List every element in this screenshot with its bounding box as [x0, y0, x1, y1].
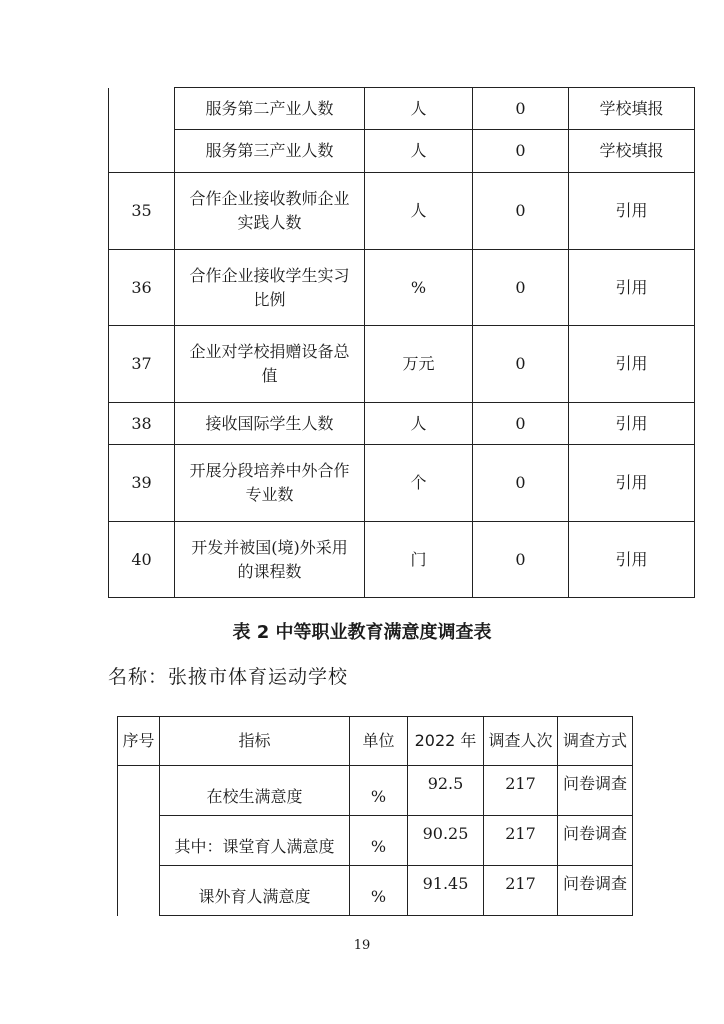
table-row: [118, 766, 633, 816]
header-cell: 序号: [118, 717, 160, 766]
header-cell: 单位: [350, 717, 408, 766]
method-cell: 问卷调查: [558, 816, 633, 866]
unit-cell: 万元: [365, 326, 473, 403]
value-cell: 0: [473, 403, 569, 445]
table-row: [109, 173, 695, 250]
count-cell: 217: [484, 766, 558, 816]
indicator-cell: 开展分段培养中外合作专业数: [175, 445, 365, 522]
indicator-cell: 开发并被国(境)外采用的课程数: [175, 522, 365, 598]
unit-cell: 门: [365, 522, 473, 598]
method-cell: 引用: [569, 326, 695, 403]
indicator-cell: 其中：课堂育人满意度: [160, 816, 350, 866]
method-cell: 问卷调查: [558, 766, 633, 816]
table-row: [109, 326, 695, 403]
method-cell: 学校填报: [569, 88, 695, 130]
method-cell: 引用: [569, 403, 695, 445]
table-row: [109, 403, 695, 445]
value-cell: 0: [473, 522, 569, 598]
unit-cell: %: [350, 866, 408, 916]
header-cell: 指标: [160, 717, 350, 766]
table2-title: 表 2 中等职业教育满意度调查表: [232, 622, 492, 643]
value-cell: 0: [473, 326, 569, 403]
row-number-cell: 39: [109, 445, 175, 522]
table-row: [109, 250, 695, 326]
method-cell: 学校填报: [569, 130, 695, 173]
row-number-cell: 35: [109, 173, 175, 250]
unit-cell: 人: [365, 88, 473, 130]
unit-cell: 人: [365, 173, 473, 250]
unit-cell: %: [350, 766, 408, 816]
page-number: 19: [353, 938, 371, 953]
table-row: [109, 88, 695, 130]
unit-cell: 个: [365, 445, 473, 522]
count-cell: 217: [484, 816, 558, 866]
header-cell: 调查方式: [558, 717, 633, 766]
indicator-cell: 合作企业接收教师企业实践人数: [175, 173, 365, 250]
value-cell: 92.5: [408, 766, 484, 816]
value-cell: 90.25: [408, 816, 484, 866]
row-number-cell: [109, 88, 175, 173]
row-number-cell: 38: [109, 403, 175, 445]
unit-cell: %: [365, 250, 473, 326]
method-cell: 引用: [569, 173, 695, 250]
value-cell: 0: [473, 445, 569, 522]
table-row: [118, 816, 633, 866]
header-row: [118, 717, 633, 766]
indicator-cell: 合作企业接收学生实习比例: [175, 250, 365, 326]
method-cell: 引用: [569, 250, 695, 326]
indicator-cell: 课外育人满意度: [160, 866, 350, 916]
table-row: [109, 445, 695, 522]
method-cell: 引用: [569, 445, 695, 522]
satisfaction-survey-table: [117, 716, 633, 916]
row-number-cell: 36: [109, 250, 175, 326]
indicator-table-continued: [108, 87, 695, 598]
unit-cell: %: [350, 816, 408, 866]
value-cell: 0: [473, 88, 569, 130]
header-cell: 调查人次: [484, 717, 558, 766]
indicator-cell: 企业对学校捐赠设备总值: [175, 326, 365, 403]
indicator-cell: 接收国际学生人数: [175, 403, 365, 445]
value-cell: 0: [473, 130, 569, 173]
unit-cell: 人: [365, 403, 473, 445]
table-row: [118, 866, 633, 916]
row-number-cell: 40: [109, 522, 175, 598]
school-name-line: 名称：张掖市体育运动学校: [108, 666, 349, 688]
value-cell: 0: [473, 250, 569, 326]
row-number-cell: 37: [109, 326, 175, 403]
indicator-cell: 服务第二产业人数: [175, 88, 365, 130]
header-cell: 2022 年: [408, 717, 484, 766]
unit-cell: 人: [365, 130, 473, 173]
table-row: [109, 522, 695, 598]
table-row: [109, 130, 695, 173]
indicator-cell: 在校生满意度: [160, 766, 350, 816]
method-cell: 引用: [569, 522, 695, 598]
row-number-cell: [118, 766, 160, 916]
value-cell: 91.45: [408, 866, 484, 916]
method-cell: 问卷调查: [558, 866, 633, 916]
count-cell: 217: [484, 866, 558, 916]
value-cell: 0: [473, 173, 569, 250]
indicator-cell: 服务第三产业人数: [175, 130, 365, 173]
